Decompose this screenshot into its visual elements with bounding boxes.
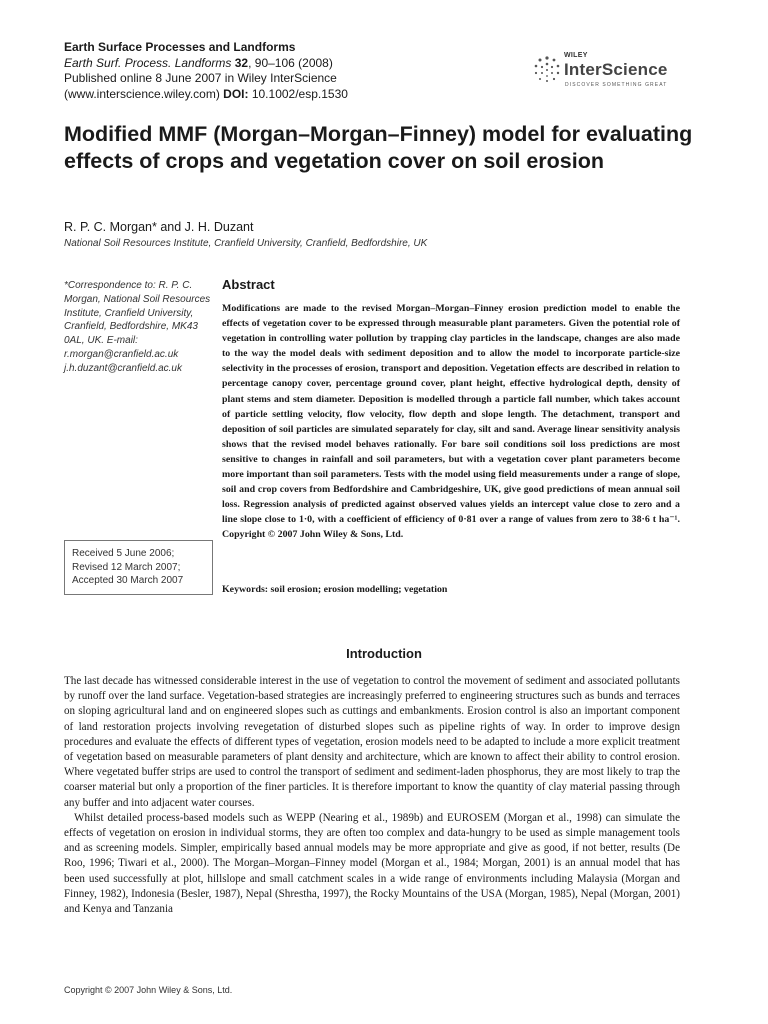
journal-header bbox=[64, 40, 484, 102]
journal-pages: , 90–106 (2008) bbox=[248, 55, 333, 70]
introduction-body bbox=[64, 674, 680, 917]
correspondence-line: Cranfield, Bedfordshire, MK43 bbox=[64, 321, 198, 333]
logo-name: InterScience bbox=[564, 60, 668, 79]
journal-published: Published online 8 June 2007 in Wiley InterScience bbox=[64, 71, 337, 85]
article-title: Modified MMF (Morgan–Morgan–Finney) model for evaluating effects of crops and vegetation cover on soil erosion bbox=[64, 122, 693, 173]
journal-citation bbox=[64, 56, 484, 72]
intro-paragraph: The last decade has witnessed considerable interest in the use of vegetation to control the movement of sediment and associated pollutants by runoff over the land surface. Vegetation-based strategies are increasingly preferred to engineering structures such as bunds and terraces on sloping agricultural land and on engineered slopes such as cuttings and embankments. Erosion control is also an important component of land restoration projects involving revegetation of disturbed slopes such as pipeline rights of way. In order to improve design procedures and evaluate the effects of different types of vegetation, erosion models need to be adapted to include a more explicit treatment of vegetation based on measurable parameters of plant density and architecture, which are known to affect their ability to control erosion. Where vegetated buffer strips are used to control the transport of sediment and sediment-laden phosphorus, they are most likely to trap the coarser material but only a proportion of the finer particles. It is therefore important to know the quantity of clay material passing through any buffer and into adjacent water courses. bbox=[64, 675, 680, 809]
keywords: Keywords: soil erosion; erosion modelling; vegetation bbox=[222, 584, 448, 595]
correspondence-line: Morgan, National Soil Resources bbox=[64, 293, 211, 305]
correspondence-line: 0AL, UK. E-mail: bbox=[64, 335, 138, 347]
correspondence-line: *Correspondence to: R. P. C. bbox=[64, 280, 193, 291]
authors: R. P. C. Morgan* and J. H. Duzant bbox=[64, 220, 254, 234]
dot-globe-icon bbox=[532, 54, 562, 84]
journal-volume: 32 bbox=[234, 55, 249, 70]
abstract-heading: Abstract bbox=[222, 277, 275, 292]
article-dates-box bbox=[64, 540, 213, 595]
journal-citation-prefix: Earth Surf. Process. Landforms bbox=[64, 55, 235, 70]
revised-date: Revised 12 March 2007; bbox=[72, 561, 181, 573]
affiliation: National Soil Resources Institute, Cranfield University, Cranfield, Bedfordshire, UK bbox=[64, 238, 428, 249]
journal-url-line bbox=[64, 87, 484, 103]
logo-publisher: WILEY bbox=[564, 52, 588, 59]
copyright-footer: Copyright © 2007 John Wiley & Sons, Ltd. bbox=[64, 985, 233, 995]
wiley-interscience-logo[interactable] bbox=[532, 52, 708, 92]
email-link[interactable]: j.h.duzant@cranfield.ac.uk bbox=[64, 362, 182, 374]
journal-url[interactable]: (www.interscience.wiley.com) bbox=[64, 86, 220, 101]
doi-label: DOI: bbox=[223, 86, 249, 101]
correspondence-note bbox=[64, 279, 214, 376]
intro-paragraph: Whilst detailed process-based models such as WEPP (Nearing et al., 1989b) and EUROSEM (Morgan et al., 1998) can simulate the effects of vegetation on erosion in individual storms, they are often too complex and data-hungry to be used as simple management tools and as screening models. Simpler, empirically based annual models may be more appropriate and give as good, if not better, results (De Roo, 1996; Tiwari et al., 2000). The Morgan–Morgan–Finney model (Morgan et al., 1984; Morgan, 2001) is an annual model that has been used successfully at plot, hillslope and small catchment scales in a wide range of environments including Malaysia (Morgan and Finney, 1982), Indonesia (Besler, 1987), Nepal (Shrestha, 1997), the Rocky Mountains of the USA (Morgan, 1985), Nepal (Morgan, 2001) and Kenya and Tanzania bbox=[64, 811, 680, 916]
logo-tagline: DISCOVER SOMETHING GREAT bbox=[565, 82, 668, 88]
received-date: Received 5 June 2006; bbox=[72, 548, 175, 559]
correspondence-line: Institute, Cranfield University, bbox=[64, 307, 194, 319]
abstract-text: Modifications are made to the revised Morgan–Morgan–Finney erosion prediction model to enable the effects of vegetation cover to be expressed through measurable plant parameters. Given the potential role of vegetation in controlling water pollution by trapping clay particles in the landscape, changes are also made to the way the model deals with sediment deposition and to allow the model to incorporate particle-size selectivity in the processes of erosion, transport and deposition. Vegetation effects are described in relation to percentage canopy cover, percentage ground cover, plant height, effective hydrological depth, density of plant stems and stem diameter. Deposition is modelled through a particle fall number, which takes account of particle settling velocity, flow velocity, flow depth and slope length. The detachment, transport and deposition of soil particles are simulated separately for clay, silt and sand. Average linear sensitivity analysis shows that the revised model behaves rationally. For bare soil conditions soil loss predictions are most sensitive to changes in rainfall and soil parameters, but with a vegetation cover plant parameters become more important than soil parameters. Tests with the model using field measurements under a range of slope, soil and crop covers from Bedfordshire and Cambridgeshire, UK, give good predictions of mean annual soil loss. Regression analysis of predicted against observed values yields an intercept value close to zero and a line slope close to 1·0, with a coefficient of efficiency of 0·81 over a range of values from zero to 38·6 t ha⁻¹. Copyright © 2007 John Wiley & Sons, Ltd. bbox=[222, 303, 680, 541]
accepted-date: Accepted 30 March 2007 bbox=[72, 575, 184, 586]
email-link[interactable]: r.morgan@cranfield.ac.uk bbox=[64, 348, 179, 360]
journal-name: Earth Surface Processes and Landforms bbox=[64, 40, 296, 54]
introduction-heading: Introduction bbox=[346, 646, 422, 661]
doi-value[interactable]: 10.1002/esp.1530 bbox=[248, 86, 348, 101]
